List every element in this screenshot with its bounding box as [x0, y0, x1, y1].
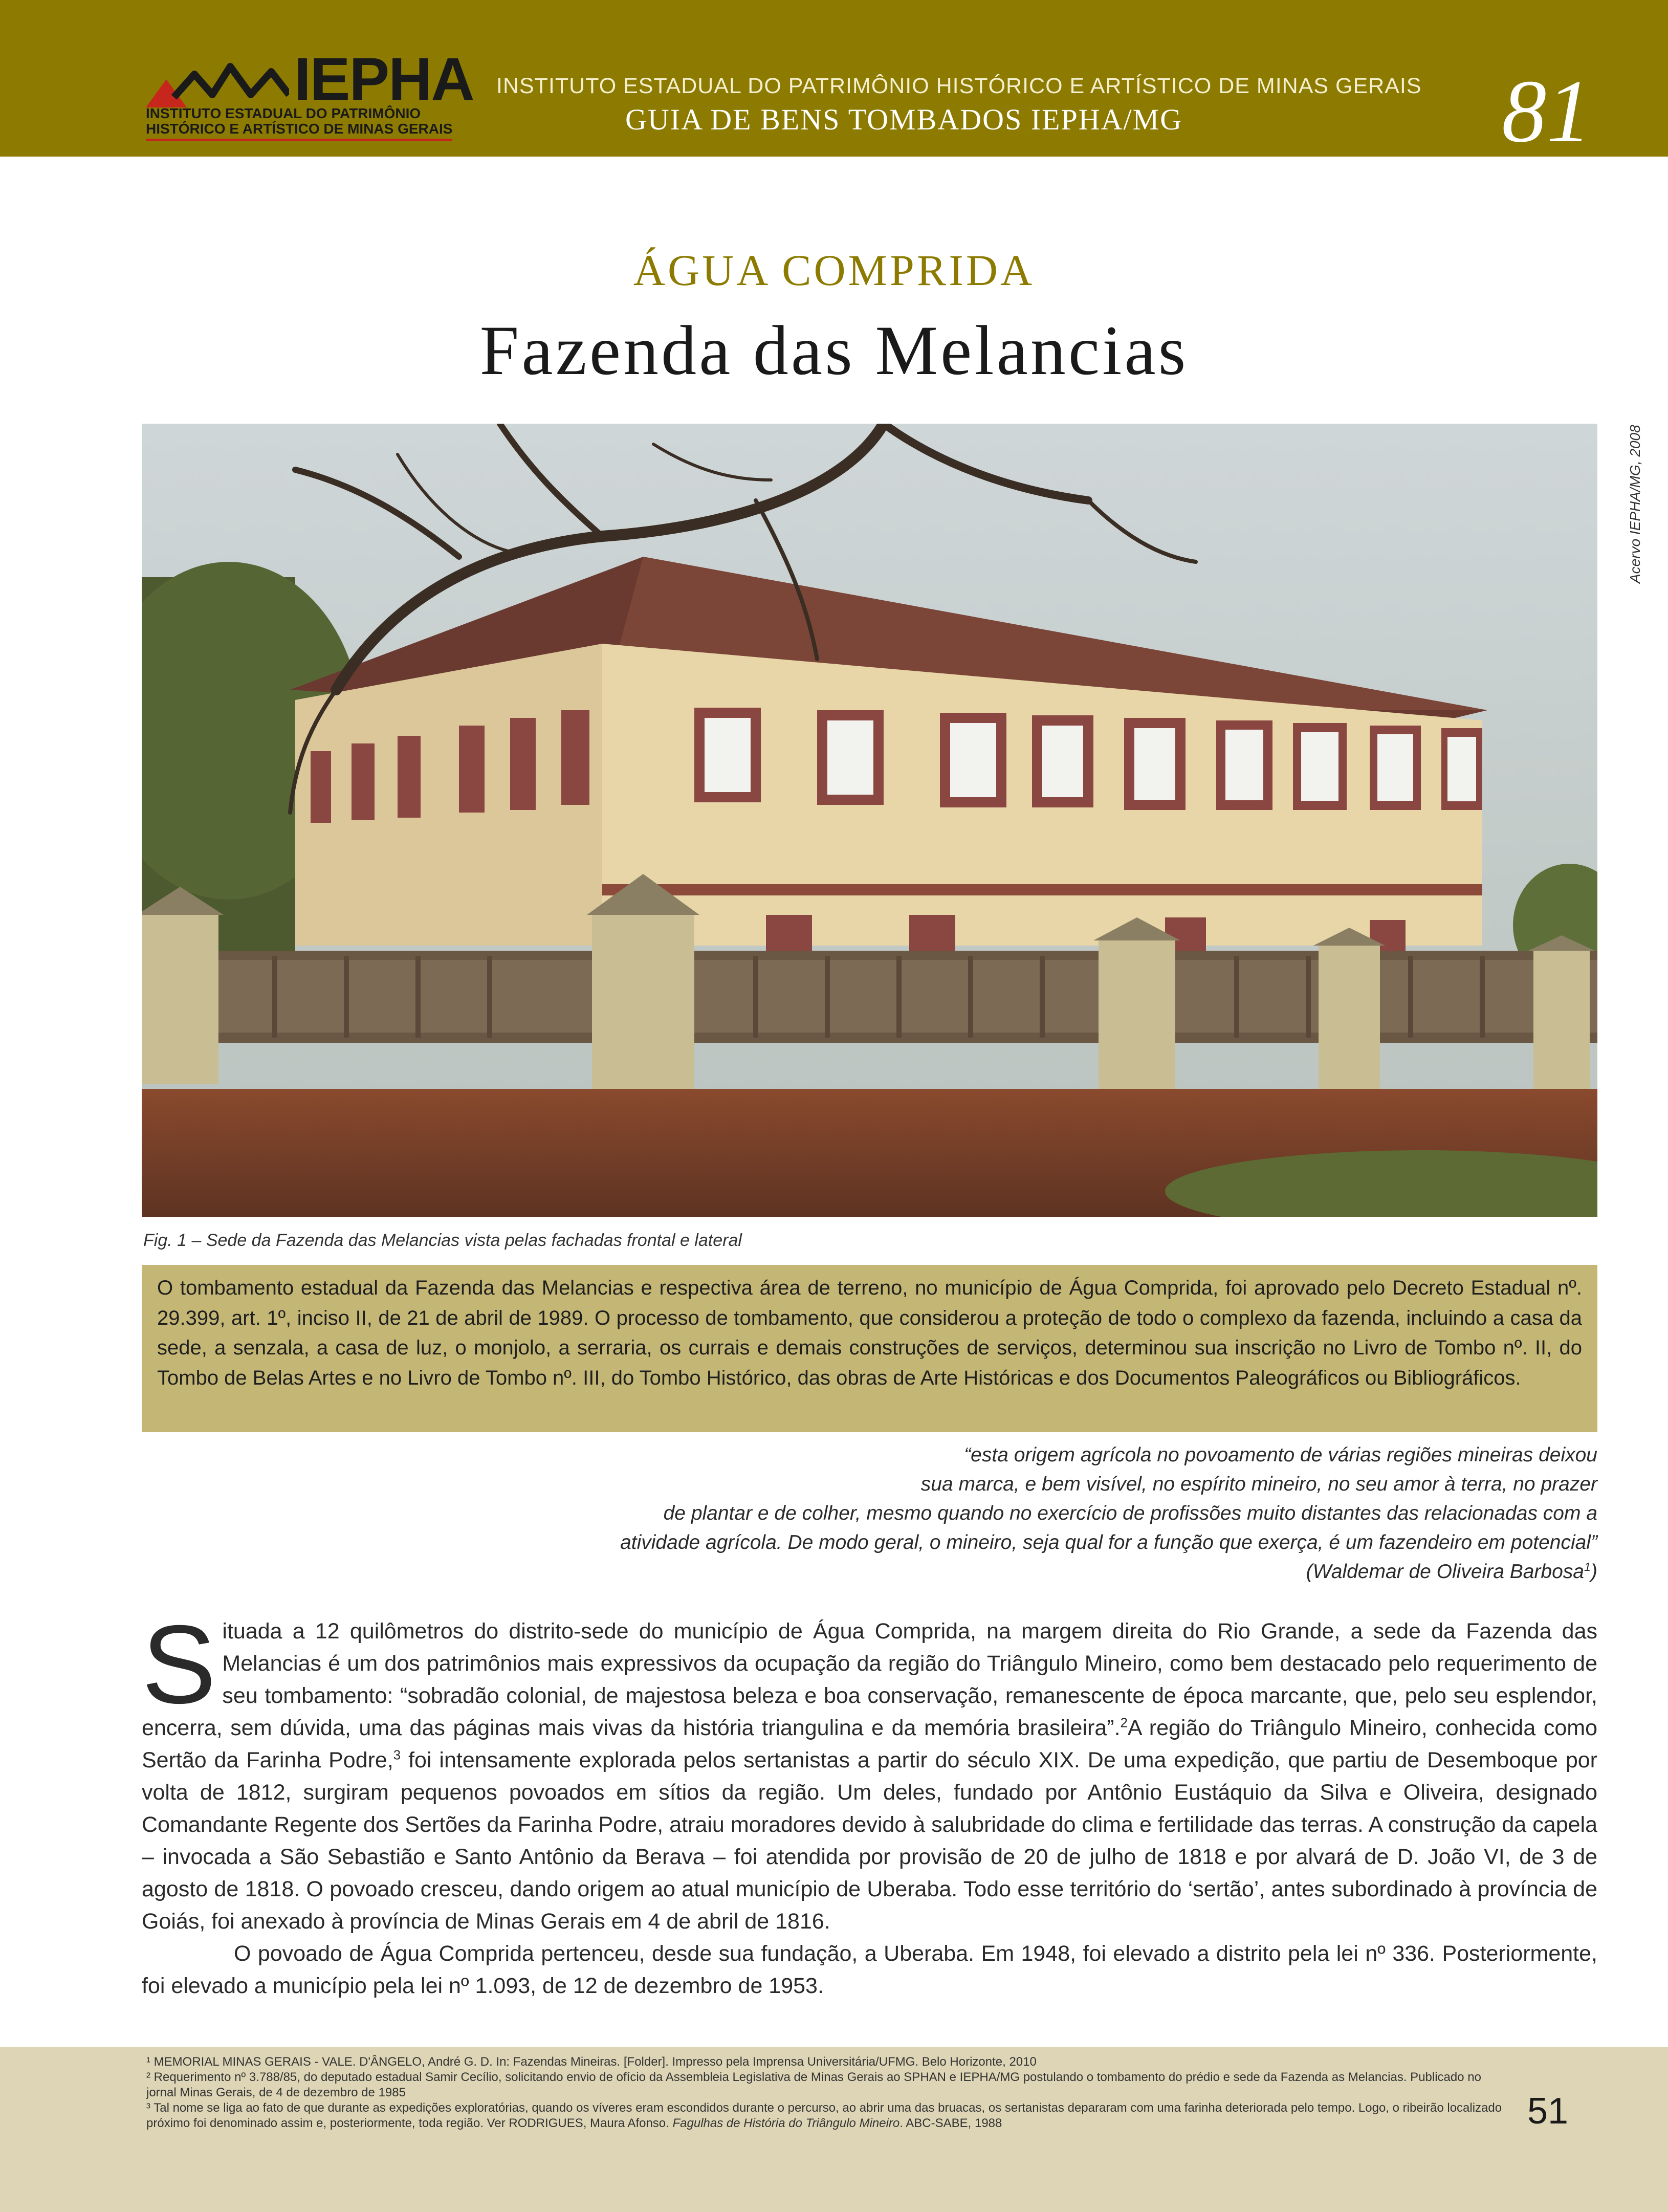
figure-caption: Fig. 1 – Sede da Fazenda das Melancias vista pelas fachadas frontal e lateral — [143, 1231, 742, 1250]
footnotes — [146, 2054, 1507, 2131]
quote-line-1: “esta origem agrícola no povoamento de várias regiões mineiras deixou — [964, 1444, 1597, 1466]
page-number: 51 — [1527, 2091, 1569, 2132]
drop-cap: S — [142, 1603, 216, 1727]
guide-title: GUIA DE BENS TOMBADOS IEPHA/MG — [625, 103, 1183, 136]
entry-number: 81 — [1502, 61, 1591, 161]
quote-line-2: sua marca, e bem visível, no espírito mineiro, no seu amor à terra, no prazer — [920, 1473, 1597, 1495]
logo-subtitle-2: HISTÓRICO E ARTÍSTICO DE MINAS GERAIS — [146, 121, 453, 137]
logo-subtitle-1: INSTITUTO ESTADUAL DO PATRIMÔNIO — [146, 105, 421, 121]
footnote-ref-3: 3 — [393, 1748, 401, 1763]
photo-credit: Acervo IEPHA/MG, 2008 — [1627, 425, 1643, 583]
footnote-3: ³ Tal nome se liga ao fato de que durante as expedições exploratórias, quando os víveres eram escondidos durante o percurso, ao abrir uma das bruacas, os sertanistas depararam com uma farinha deteriorada pelo tempo. Logo, o ribeirão localizado próximo foi denominado assim e, posteriormente, toda região. Ver RODRIGUES, Maura Afonso. Fagulhas de História do Triângulo Mineiro. ABC-SABE, 1988 — [146, 2101, 1502, 2130]
quote-author: (Waldemar de Oliveira Barbosa$^1$) — [1306, 1560, 1597, 1583]
body-paragraph-1: Situada a 12 quilômetros do distrito-sede do município de Água Comprida, na margem direita do Rio Grande, a sede da Fazenda das Melancias é um dos patrimônios mais expressivos da ocupação da região do Triângulo Mineiro, como bem destacado pelo requerimento de seu tombamento: “sobradão colonial, de majestosa beleza e boa conservação, remanescente de época marcante, que, pelo seu esplendor, encerra, sem dúvida, uma das páginas mais vivas da história triangulina e da memória brasileira”.$^2$A região do Triângulo Mineiro, conhecida como Sertão da Farinha Podre,$^3$ foi intensamente explorada pelos sertanistas a partir do século XIX. De uma expedição, que partiu de Desemboque por volta de 1812, surgiram pequenos povoados em sítios da região. Um deles, fundado por Antônio Eustáquio da Silva e Oliveira, designado Comandante Regente dos Sertões da Farinha Podre, atraiu moradores devido à salubridade do clima e fertilidade das terras. A construção da capela – invocada a São Sebastião e Santo Antônio da Berava – foi atendida por provisão de 20 de julho de 1818 e por alvará de D. João VI, de 3 de agosto de 1818. O povoado cresceu, dando origem ao atual município de Uberaba. Todo esse território do ‘sertão’, antes subordinado à província de Goiás, foi anexado à província de Minas Gerais em 4 de abril de 1816. — [142, 1603, 1597, 1934]
footnote-ref-2: 2 — [1120, 1716, 1128, 1731]
municipality-heading: ÁGUA COMPRIDA — [633, 246, 1035, 295]
logo-wordmark: IEPHA — [294, 46, 474, 113]
body-paragraph-2: O povoado de Água Comprida pertenceu, desde sua fundação, a Uberaba. Em 1948, foi elevado a distrito pela lei nº 336. Posteriormente, foi elevado a município pela lei nº 1.093, de 12 de dezembro de 1953. — [142, 1941, 1597, 1998]
footnote-1: ¹ MEMORIAL MINAS GERAIS - VALE. D'ÂNGELO, André G. D. In: Fazendas Mineiras. [Folder]. Impresso pela Imprensa Universitária/UFMG. Belo Horizonte, 2010 — [146, 2055, 1037, 2069]
designation-summary-box: O tombamento estadual da Fazenda das Melancias e respectiva área de terreno, no município de Água Comprida, foi aprovado pelo Decreto Estadual nº. 29.399, art. 1º, inciso II, de 21 de abril de 1989. O processo de tombamento, que considerou a proteção de todo o complexo da fazenda, incluindo a casa da sede, a senzala, a casa de luz, o monjolo, a serraria, os currais e demais construções de serviços, determinou sua inscrição no Livro de Tombo nº. II, do Tombo de Belas Artes e no Livro de Tombo nº. III, do Tombo Histórico, das obras de Arte Históricas e dos Documentos Paleográficos ou Bibliográficos. — [142, 1265, 1597, 1432]
iepha-logo — [146, 46, 474, 151]
quote-line-3: de plantar e de colher, mesmo quando no exercício de profissões muito distantes das relacionadas com a — [663, 1502, 1597, 1524]
logo-rule — [146, 139, 452, 141]
epigraph-quote — [460, 1440, 1597, 1586]
header-band — [0, 0, 1668, 161]
institute-name: INSTITUTO ESTADUAL DO PATRIMÔNIO HISTÓRICO E ARTÍSTICO DE MINAS GERAIS — [496, 74, 1422, 98]
farmhouse-photo — [142, 424, 1597, 1217]
page-title: Fazenda das Melancias — [479, 311, 1189, 389]
article-body — [142, 1603, 1597, 2002]
quote-line-4: atividade agrícola. De modo geral, o mineiro, seja qual for a função que exerça, é um fazendeiro em potencial” — [620, 1531, 1597, 1553]
footnote-2: ² Requerimento nº 3.788/85, do deputado estadual Samir Cecílio, solicitando envio de ofício da Assembleia Legislativa de Minas Gerais ao SPHAN e IEPHA/MG postulando o tombamento do prédio e sede da Fazenda as Melancias. Publicado no jornal Minas Gerais, de 4 de dezembro de 1985 — [146, 2070, 1481, 2099]
